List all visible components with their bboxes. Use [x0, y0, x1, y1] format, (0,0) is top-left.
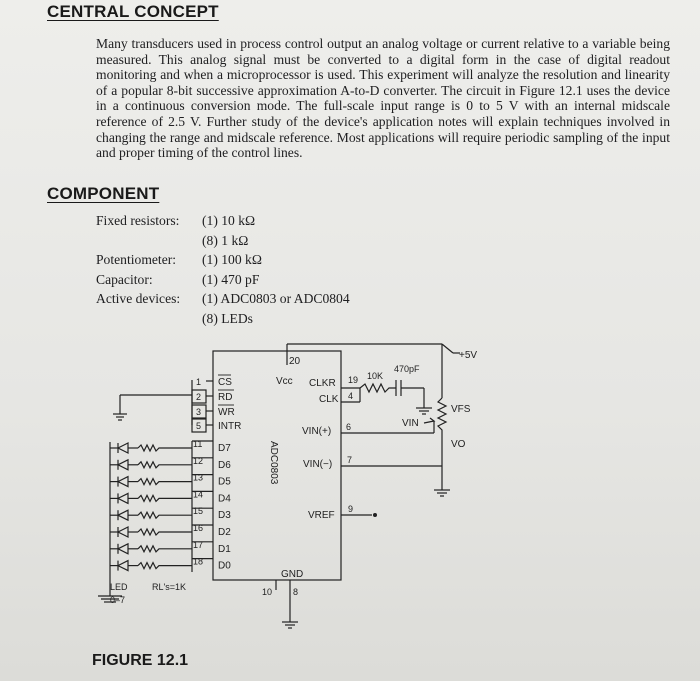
pin-10-label: 10	[262, 587, 273, 597]
data-pin-number: 11	[193, 439, 203, 449]
data-pin-number: 13	[193, 472, 204, 483]
component-value: (8) 1 kΩ	[202, 232, 249, 248]
data-pin-number: 16	[193, 523, 204, 533]
led-resistor	[138, 462, 192, 468]
pin-7-label: 7	[347, 455, 353, 465]
figure-caption: FIGURE 12.1	[92, 652, 189, 669]
gnd-label: GND	[281, 569, 304, 580]
data-pin-number: 17	[193, 539, 204, 550]
led-diode	[118, 443, 128, 453]
data-pin-name: D1	[218, 543, 231, 555]
pin-4-label: 4	[348, 391, 354, 401]
led-label: LED	[110, 582, 128, 592]
component-value: (1) 100 kΩ	[202, 252, 262, 267]
pin-19-label: 19	[348, 375, 359, 385]
pin-6-label: 6	[346, 422, 352, 432]
r-10k-label: 10K	[367, 371, 384, 381]
component-value: (1) ADC0803 or ADC0804	[202, 291, 350, 306]
led-resistor	[138, 479, 192, 485]
led-resistor	[138, 445, 192, 451]
data-pin-name: D3	[218, 510, 231, 522]
component-label: Capacitor:	[96, 271, 153, 287]
led-diode	[118, 493, 128, 503]
clkr-label: CLKR	[309, 378, 336, 389]
data-pin-number: 15	[193, 506, 204, 517]
led-diode	[118, 477, 128, 487]
data-pin-name: D2	[218, 527, 231, 538]
vfs-label: VFS	[451, 404, 471, 415]
led-resistor	[138, 529, 192, 535]
data-pin-number: 14	[193, 489, 204, 500]
control-pin-number: 2	[196, 392, 202, 402]
control-pin-number: 5	[196, 421, 202, 431]
led-range-label: 0–7	[110, 595, 126, 605]
led-diode	[118, 460, 128, 470]
vin-pot-label: VIN	[402, 418, 419, 429]
data-pin-name: D7	[218, 443, 231, 454]
data-pin-name: D0	[218, 560, 231, 572]
rl-label: RL's=1K	[152, 582, 186, 592]
component-value: (8) LEDs	[202, 310, 253, 326]
data-pin-name: D5	[218, 476, 231, 488]
supply-label: +5V	[459, 350, 478, 361]
central-concept-heading: CENTRAL CONCEPT	[47, 2, 219, 21]
vo-label: VO	[451, 439, 466, 450]
control-pin-name: WR	[218, 407, 235, 418]
led-resistor	[138, 512, 192, 518]
c-470pf-label: 470pF	[394, 364, 420, 374]
data-pin-name: D4	[218, 493, 231, 505]
vin-plus-label: VIN(+)	[302, 426, 332, 437]
led-diode	[118, 527, 128, 537]
central-concept-paragraph: Many transducers used in process control output an analog voltage or current relative to a variable being measured. This analog signal must be converted to a digital form in the case of digital readout monitoring and when a microprocessor is used. This experiment will analyze the resolution and linearity of a popular 8-bit successive approximation A-to-D converter. The circuit in Figure 12.1 uses the device in a continuous conversion mode. The full-scale input range is 0 to 5 V with an internal midscale reference of 2.5 V. Further study of the device's application notes will explain techniques involved in changing the range and midscale reference. Most applications will require periodic sampling of the input and proper timing of the control lines.	[96, 36, 670, 161]
led-diode	[118, 544, 128, 554]
control-pin-name: CS	[218, 377, 232, 388]
vref-label: VREF	[308, 510, 335, 521]
vcc-label: Vcc	[276, 376, 293, 387]
component-label: Potentiometer:	[96, 252, 177, 267]
component-value: (1) 470 pF	[202, 271, 260, 287]
led-resistor	[138, 563, 192, 569]
led-resistor	[138, 495, 192, 501]
control-pin-name: RD	[218, 392, 233, 403]
component-heading: COMPONENT	[47, 184, 160, 203]
control-pin-number: 1	[196, 377, 202, 387]
pin-9-label: 9	[348, 504, 354, 514]
control-pins	[192, 375, 241, 432]
vin-minus-label: VIN(−)	[303, 459, 333, 470]
pin-20-label: 20	[289, 356, 301, 367]
component-value: (1) 10 kΩ	[202, 213, 256, 228]
clk-label: CLK	[319, 394, 339, 405]
pin-8-label: 8	[293, 587, 299, 597]
led-diode	[118, 561, 128, 571]
led-diode	[118, 510, 128, 520]
component-label: Active devices:	[96, 291, 181, 306]
component-label: Fixed resistors:	[96, 213, 180, 228]
control-pin-name: INTR	[218, 421, 242, 432]
control-pin-number: 3	[196, 407, 202, 417]
data-pin-name: D6	[218, 459, 231, 471]
chip-name: ADC0803	[268, 441, 279, 485]
data-pin-number: 18	[193, 556, 204, 567]
data-pin-number: 12	[193, 455, 204, 466]
led-resistor	[138, 546, 192, 552]
